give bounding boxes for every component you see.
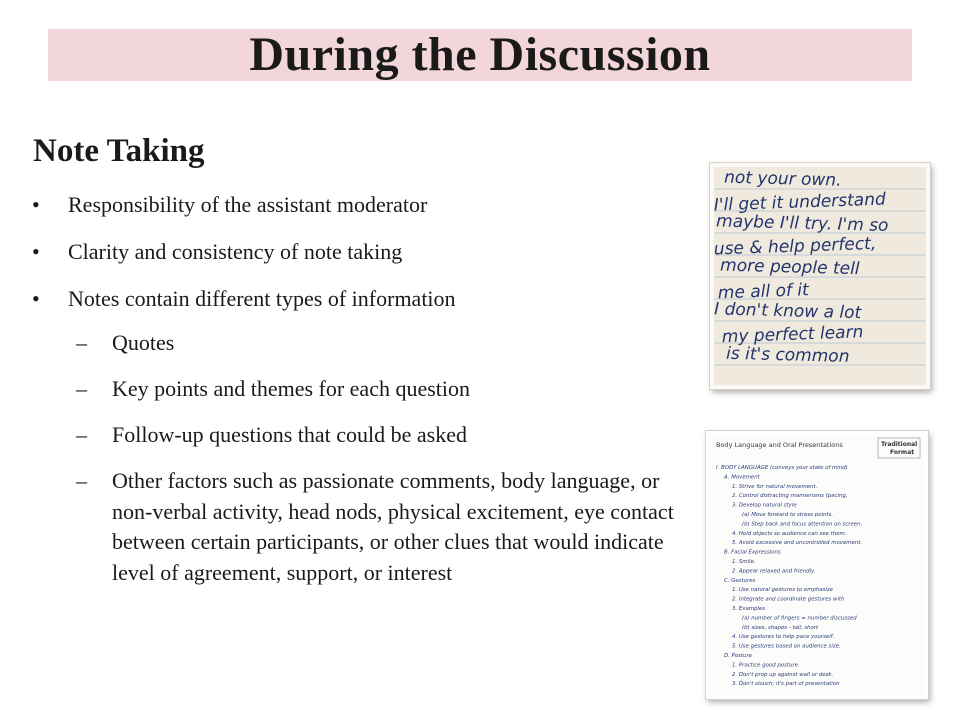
outline-line: 3. Don't slouch; it's part of presentation xyxy=(732,681,840,688)
handwritten-line: my perfect learn xyxy=(721,322,864,348)
outline-line: 5. Avoid excessive and uncontrolled movement. xyxy=(732,540,863,547)
handwritten-line: is it's common xyxy=(725,343,850,367)
outline-line: D. Posture xyxy=(724,653,752,659)
bullet-marker: • xyxy=(32,286,40,311)
outline-line: 2. Don't prop up against wall or desk. xyxy=(732,671,834,678)
sub-bullet-item xyxy=(30,466,690,588)
handwritten-notes-image xyxy=(710,163,930,389)
bullet-text: Notes contain different types of information xyxy=(68,286,456,311)
outline-line: 1. Strive for natural movement. xyxy=(732,483,818,490)
outline-line: A. Movement xyxy=(724,474,760,481)
outline-line: 4. Use gestures to help pace yourself. xyxy=(732,634,835,641)
sub-bullet-item xyxy=(30,374,690,404)
dash-marker: – xyxy=(76,468,87,493)
outline-line: B. Facial Expressions xyxy=(724,549,781,556)
sub-bullet-item xyxy=(30,420,690,450)
bullet-item xyxy=(30,190,690,220)
outline-header: Body Language and Oral Presentations xyxy=(716,441,843,449)
outline-line: (a) Move forward to stress points. xyxy=(742,512,834,518)
outline-tag-line1: Traditional xyxy=(881,441,918,448)
bullet-list xyxy=(30,190,690,604)
slide-title: During the Discussion xyxy=(249,28,711,81)
bullet-text: Responsibility of the assistant moderator xyxy=(68,192,428,217)
outline-line: 2. Control distracting mannerisms (pacing, xyxy=(732,493,848,500)
section-heading: Note Taking xyxy=(33,133,205,169)
handwritten-line: more people tell xyxy=(719,255,860,280)
outline-line: C. Gestures xyxy=(724,577,756,584)
outline-tag-line2: Format xyxy=(890,449,915,456)
dash-marker: – xyxy=(76,376,87,401)
outline-line: I. BODY LANGUAGE (conveys your state of mind) xyxy=(716,465,848,471)
sub-bullet-text: Follow-up questions that could be asked xyxy=(112,422,468,447)
outline-line: 1. Use natural gestures to emphasize xyxy=(732,587,834,594)
handwritten-line: not your own. xyxy=(723,167,842,191)
outline-line: 1. Practice good posture. xyxy=(732,662,800,669)
dash-marker: – xyxy=(76,330,87,355)
handwritten-line: I don't know a lot xyxy=(714,299,862,324)
outline-notes-drawing xyxy=(710,435,924,695)
handwritten-line: maybe I'll try. I'm so xyxy=(715,211,889,236)
sub-bullet-text: Other factors such as passionate comments, body language, or non-verbal activity, head nods, physical excitement, eye contact between certain participants, or other clues that would indicate level of agreement, support, or interest xyxy=(112,468,674,585)
handwritten-line: me all of it xyxy=(717,280,810,304)
outline-line: 3. Examples xyxy=(732,606,766,612)
handwritten-line: use & help perfect, xyxy=(714,233,877,260)
bullet-text: Clarity and consistency of note taking xyxy=(68,239,403,264)
bullet-item xyxy=(30,284,690,314)
dash-marker: – xyxy=(76,422,87,447)
outline-line: 2. Integrate and coordinate gestures with xyxy=(732,596,845,603)
outline-line: 1. Smile. xyxy=(732,559,756,565)
outline-line: 5. Use gestures based on audience size. xyxy=(732,643,841,650)
outline-line: 2. Appear relaxed and friendly. xyxy=(732,568,816,575)
sub-bullet-item xyxy=(30,328,690,358)
outline-line: 3. Develop natural style xyxy=(732,502,797,509)
bullet-item xyxy=(30,237,690,267)
outline-line: 4. Hold objects so audience can see them. xyxy=(732,530,847,537)
outline-line: (a) number of fingers = number discussed xyxy=(742,615,857,622)
outline-line: (b) sizes, shapes - tall, short xyxy=(742,624,819,631)
handwritten-notes-drawing xyxy=(714,167,926,385)
handwritten-line: I'll get it understand xyxy=(714,189,887,216)
bullet-marker: • xyxy=(32,192,40,217)
bullet-marker: • xyxy=(32,239,40,264)
sub-bullet-text: Quotes xyxy=(112,330,175,355)
outline-line: (b) Step back and focus attention on screen. xyxy=(742,521,863,528)
sub-bullet-text: Key points and themes for each question xyxy=(112,376,471,401)
outline-notes-image xyxy=(706,431,928,699)
